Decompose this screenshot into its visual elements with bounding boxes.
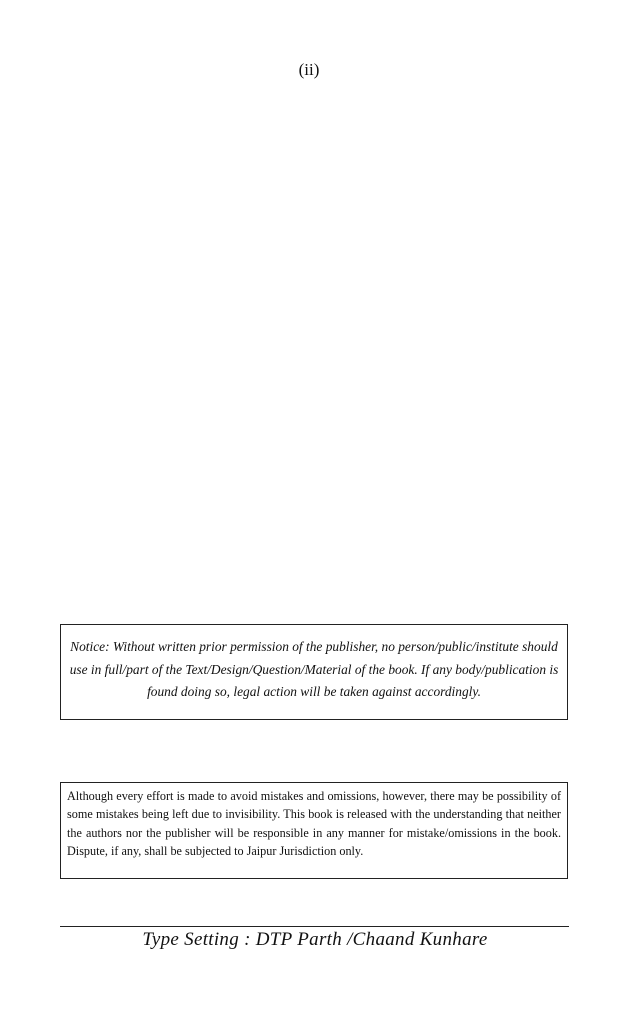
- page-number: (ii): [298, 60, 320, 79]
- notice-box: [60, 624, 568, 720]
- disclaimer-text: Although every effort is made to avoid mistakes and omissions, however, there may be possibility of some mistakes being left due to invisibility. This book is released with the understanding that neither the authors nor the publisher will be responsible in any manner for mistake/omissions in the book. Dispute, if any, shall be subjected to Jaipur Jurisdiction only.: [67, 789, 561, 859]
- notice-text: Notice: Without written prior permission of the publisher, no person/public/institute should use in full/part of the Text/Design/Question/Material of the book. If any body/publication is found doing so, legal action will be taken against accordingly.: [69, 639, 559, 699]
- typesetting-credit: Type Setting : DTP Parth /Chaand Kunhare: [142, 929, 488, 950]
- footer-divider: [60, 926, 569, 927]
- disclaimer-box: [60, 782, 568, 879]
